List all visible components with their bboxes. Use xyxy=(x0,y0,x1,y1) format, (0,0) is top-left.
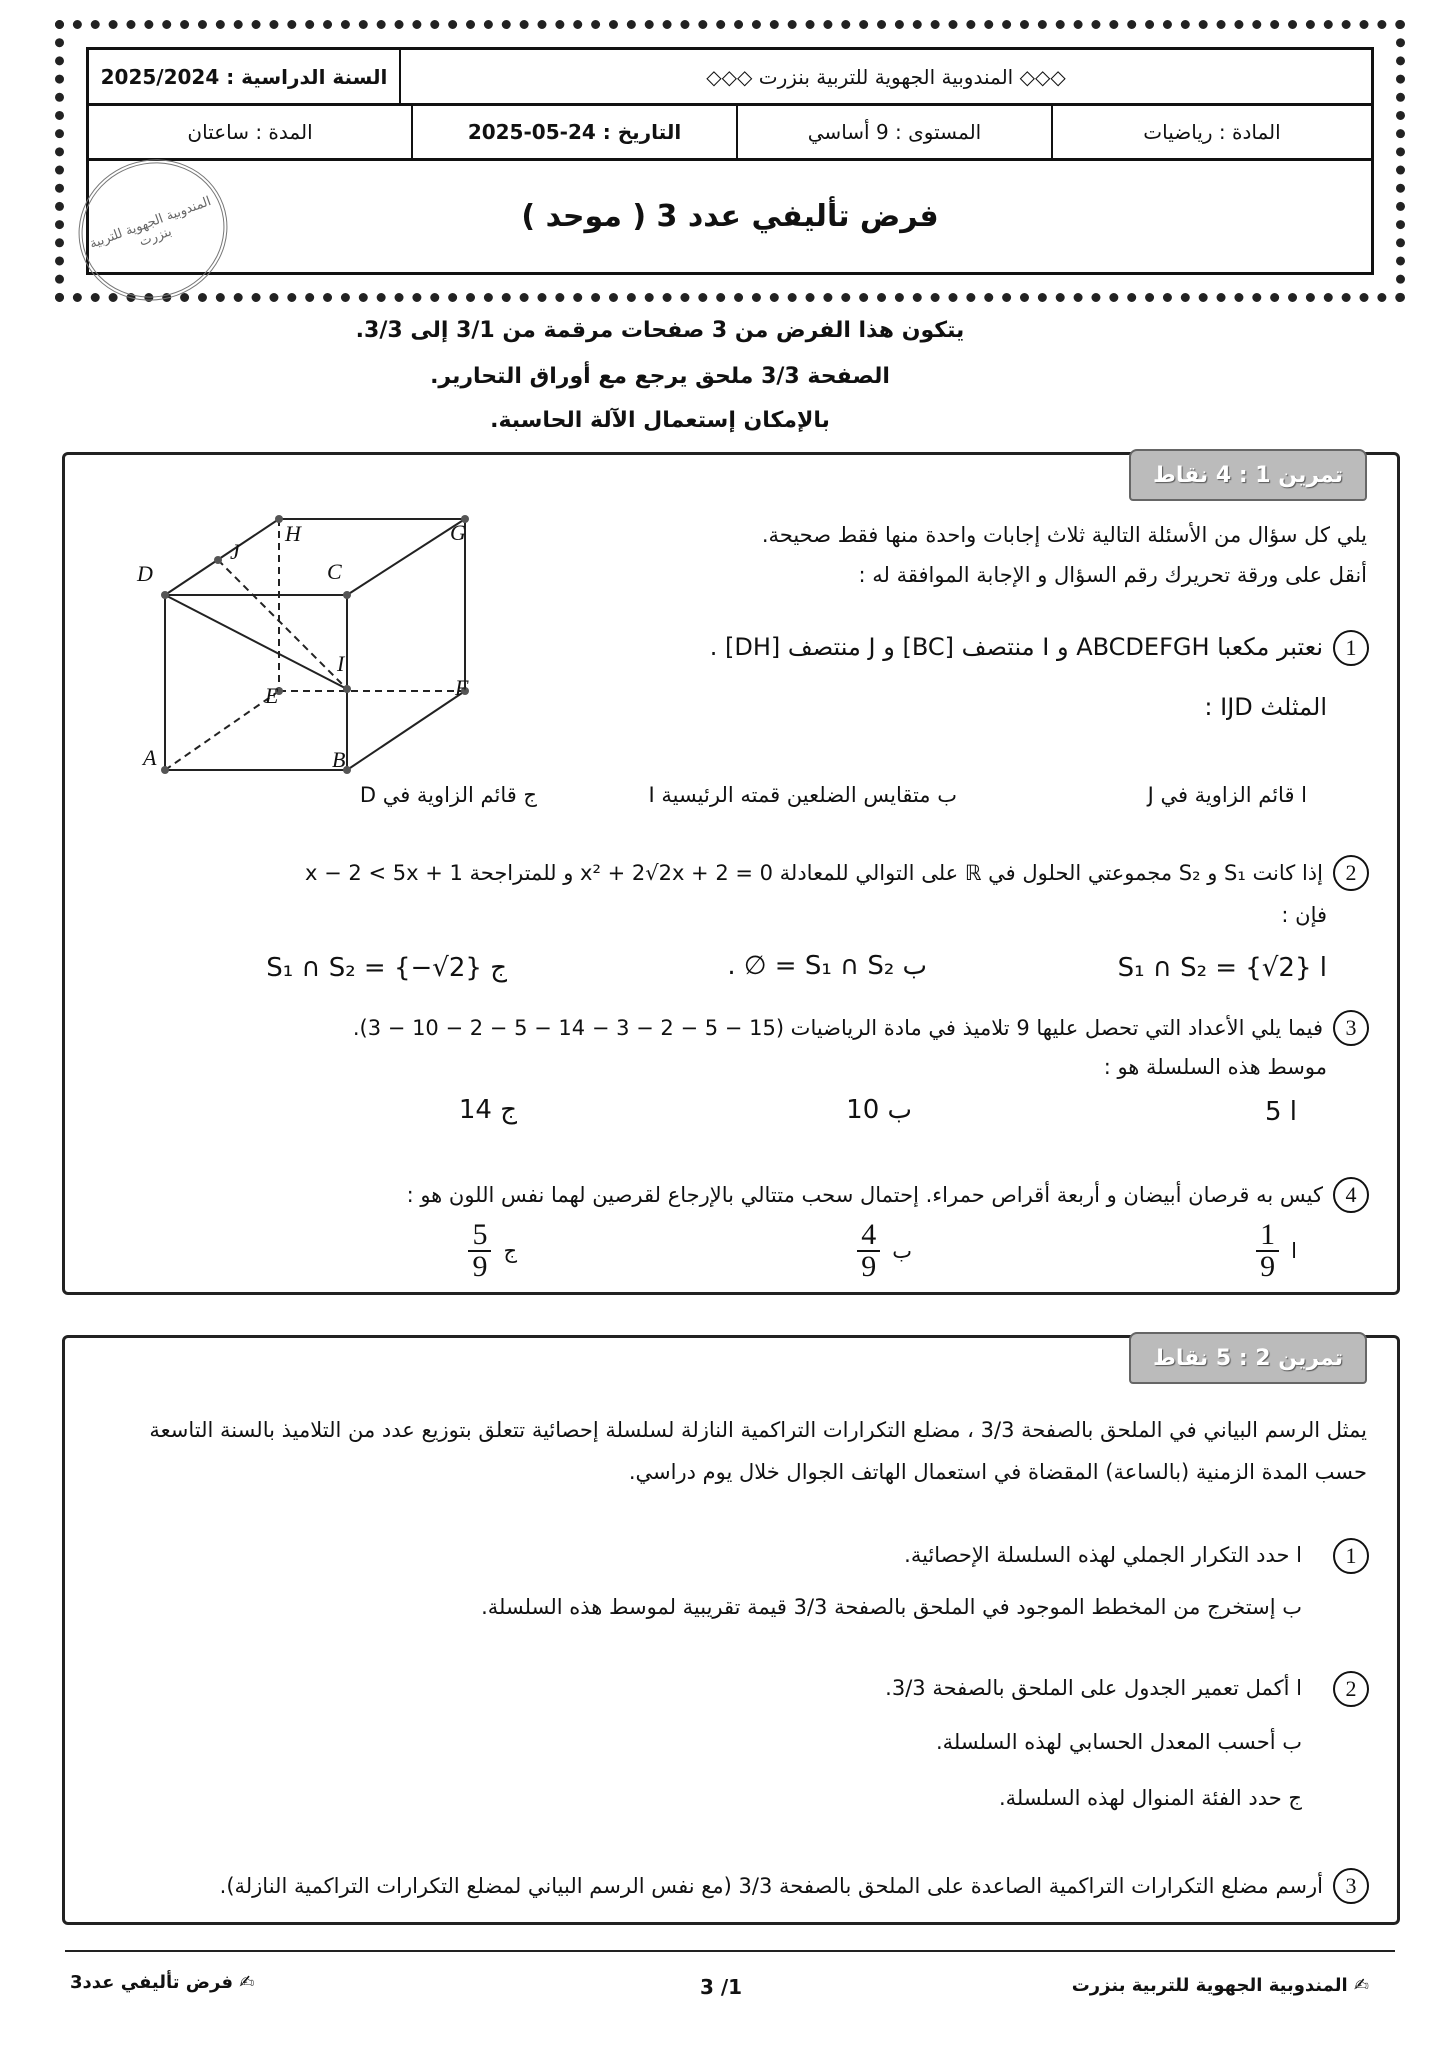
exercise-1 xyxy=(62,452,1400,1295)
label-h: H xyxy=(285,521,301,546)
denominator: 9 xyxy=(1260,1250,1276,1283)
instructions-2: أنقل على ورقة تحريرك رقم السؤال و الإجابة الموافقة له : xyxy=(858,563,1367,587)
q4-option-c xyxy=(468,1220,517,1282)
question-4-number: 4 xyxy=(1333,1177,1369,1213)
footer-divider xyxy=(65,1950,1395,1952)
label-e: E xyxy=(265,683,279,708)
fraction xyxy=(468,1220,491,1282)
ex2-question-1-number: 1 xyxy=(1333,1538,1369,1574)
fraction xyxy=(857,1220,880,1282)
footer-institution: ✍ المندوبية الجهوية للتربية بنزرت xyxy=(1071,1975,1369,1996)
stamp-text: المندوبية الجهوية للتربية بنزرت xyxy=(87,194,214,252)
question-1-number: 1 xyxy=(1333,630,1369,666)
q4-option-a xyxy=(1256,1220,1297,1282)
ex2-q1-b: ب إستخرج من المخطط الموجود في الملحق بالصفحة 3/3 قيمة تقريبية لموسط هذه السلسلة. xyxy=(481,1595,1302,1619)
ex2-q2-a: ا أكمل تعمير الجدول على الملحق بالصفحة 3/3. xyxy=(885,1676,1302,1700)
ex2-q1-a: ا حدد التكرار الجملي لهذه السلسلة الإحصائية. xyxy=(904,1543,1302,1567)
exercise-2-paragraph-1: يمثل الرسم البياني في الملحق بالصفحة 3/3 ، مضلع التكرارات التراكمية النازلة لسلسلة إحصائية تتعلق بتوزيع عدد من التلاميذ بالسنة التاسعة xyxy=(149,1418,1367,1442)
school-year: السنة الدراسية : 2025/2024 xyxy=(100,64,388,89)
exercise-2 xyxy=(62,1335,1400,1925)
q1-option-c: ج قائم الزاوية في D xyxy=(359,783,537,807)
footer-exam: ✍ فرض تأليفي عدد3 xyxy=(70,1972,255,1993)
q2-option-a: ا S₁ ∩ S₂ = {√2} xyxy=(1117,953,1327,983)
label-f: F xyxy=(455,675,469,700)
label-j: J xyxy=(230,539,240,564)
q2-option-c: ج S₁ ∩ S₂ = {−√2} xyxy=(266,953,507,983)
ex2-question-2-number: 2 xyxy=(1333,1671,1369,1707)
subject: المادة : رياضيات xyxy=(1051,106,1371,158)
exercise-2-paragraph-2: حسب المدة الزمنية (بالساعة) المقضاة في استعمال الهاتف الجوال خلال يوم دراسي. xyxy=(628,1460,1367,1484)
question-1-text-2: المثلث IJD : xyxy=(1204,693,1327,721)
ex2-q2-c: ج حدد الفئة المنوال لهذه السلسلة. xyxy=(998,1786,1302,1810)
label-b: B xyxy=(332,747,346,772)
label-c: C xyxy=(327,559,342,584)
q4-option-b-label: ب xyxy=(892,1239,912,1263)
level: المستوى : 9 أساسي xyxy=(736,106,1051,158)
q4-option-a-label: ا xyxy=(1291,1239,1297,1263)
exercise-1-tab: تمرين 1 : 4 نقاط xyxy=(1129,449,1367,501)
intro-line-2: الصفحة 3/3 ملحق يرجع مع أوراق التحارير. xyxy=(430,364,890,389)
label-d: D xyxy=(137,561,153,586)
question-3-text: فيما يلي الأعداد التي تحصل عليها 9 تلاميذ في مادة الرياضيات (15 − 5 − 2 − 3 − 14 − 5 − 2 − 10 − 3). xyxy=(352,1016,1323,1040)
q3-option-b: ب 10 xyxy=(846,1095,912,1125)
numerator: 1 xyxy=(1256,1220,1279,1252)
intro-line-1: يتكون هذا الفرض من 3 صفحات مرقمة من 3/1 إلى 3/3. xyxy=(355,318,965,343)
q3-option-a: ا 5 xyxy=(1264,1097,1297,1127)
exam-title: فرض تأليفي عدد 3 ( موحد ) xyxy=(521,199,939,234)
q3-option-c: ج 14 xyxy=(458,1095,517,1125)
question-4-text: كيس به قرصان أبيضان و أربعة أقراص حمراء. إحتمال سحب متتالي بالإرجاع لقرصين لهما نفس اللون هو : xyxy=(406,1183,1323,1207)
q1-option-b: ب متقايس الضلعين قمته الرئيسية I xyxy=(648,783,957,807)
cube-figure xyxy=(125,515,485,785)
label-a: A xyxy=(143,745,157,770)
exercise-2-tab: تمرين 2 : 5 نقاط xyxy=(1129,1332,1367,1384)
intro-line-3: بالإمكان إستعمال الآلة الحاسبة. xyxy=(490,408,830,433)
label-i: I xyxy=(337,651,345,676)
label-g: G xyxy=(450,520,466,545)
duration: المدة : ساعتان xyxy=(187,120,313,144)
question-3-text-2: موسط هذه السلسلة هو : xyxy=(1103,1055,1327,1079)
question-1-text: نعتبر مكعبا ABCDEFGH و I منتصف [BC] و J منتصف [DH] . xyxy=(709,633,1323,661)
q1-option-a: ا قائم الزاوية في J xyxy=(1147,783,1307,807)
ex2-q2-b: ب أحسب المعدل الحسابي لهذه السلسلة. xyxy=(935,1730,1302,1754)
page-number: 3 /1 xyxy=(700,1975,743,1999)
header-table xyxy=(86,47,1374,275)
question-2-text-2: فإن : xyxy=(1281,903,1327,927)
denominator: 9 xyxy=(472,1250,488,1283)
q2-option-b: ب S₁ ∩ S₂ = ∅ . xyxy=(727,951,927,981)
denominator: 9 xyxy=(861,1250,877,1283)
question-3-number: 3 xyxy=(1333,1010,1369,1046)
fraction xyxy=(1256,1220,1279,1282)
date: التاريخ : 24-05-2025 xyxy=(411,106,736,158)
header-frame xyxy=(55,20,1405,302)
institution: ◇◇◇ المندوبية الجهوية للتربية بنزرت ◇◇◇ xyxy=(399,50,1371,103)
question-2-number: 2 xyxy=(1333,855,1369,891)
numerator: 4 xyxy=(857,1220,880,1252)
question-2-text: إذا كانت S₁ و S₂ مجموعتي الحلول في ℝ على التوالي للمعادلة x² + 2√2x + 2 = 0 و للمتراجحة x − 2 < 5x + 1 xyxy=(305,861,1323,885)
numerator: 5 xyxy=(468,1220,491,1252)
ex2-question-3-number: 3 xyxy=(1333,1868,1369,1904)
q4-option-c-label: ج xyxy=(503,1239,517,1263)
q4-option-b xyxy=(857,1220,912,1282)
ex2-q3-text: أرسم مضلع التكرارات التراكمية الصاعدة على الملحق بالصفحة 3/3 (مع نفس الرسم البياني لمضلع التكرارات التراكمية النازلة). xyxy=(219,1874,1323,1898)
instructions-1: يلي كل سؤال من الأسئلة التالية ثلاث إجابات واحدة منها فقط صحيحة. xyxy=(761,523,1367,547)
